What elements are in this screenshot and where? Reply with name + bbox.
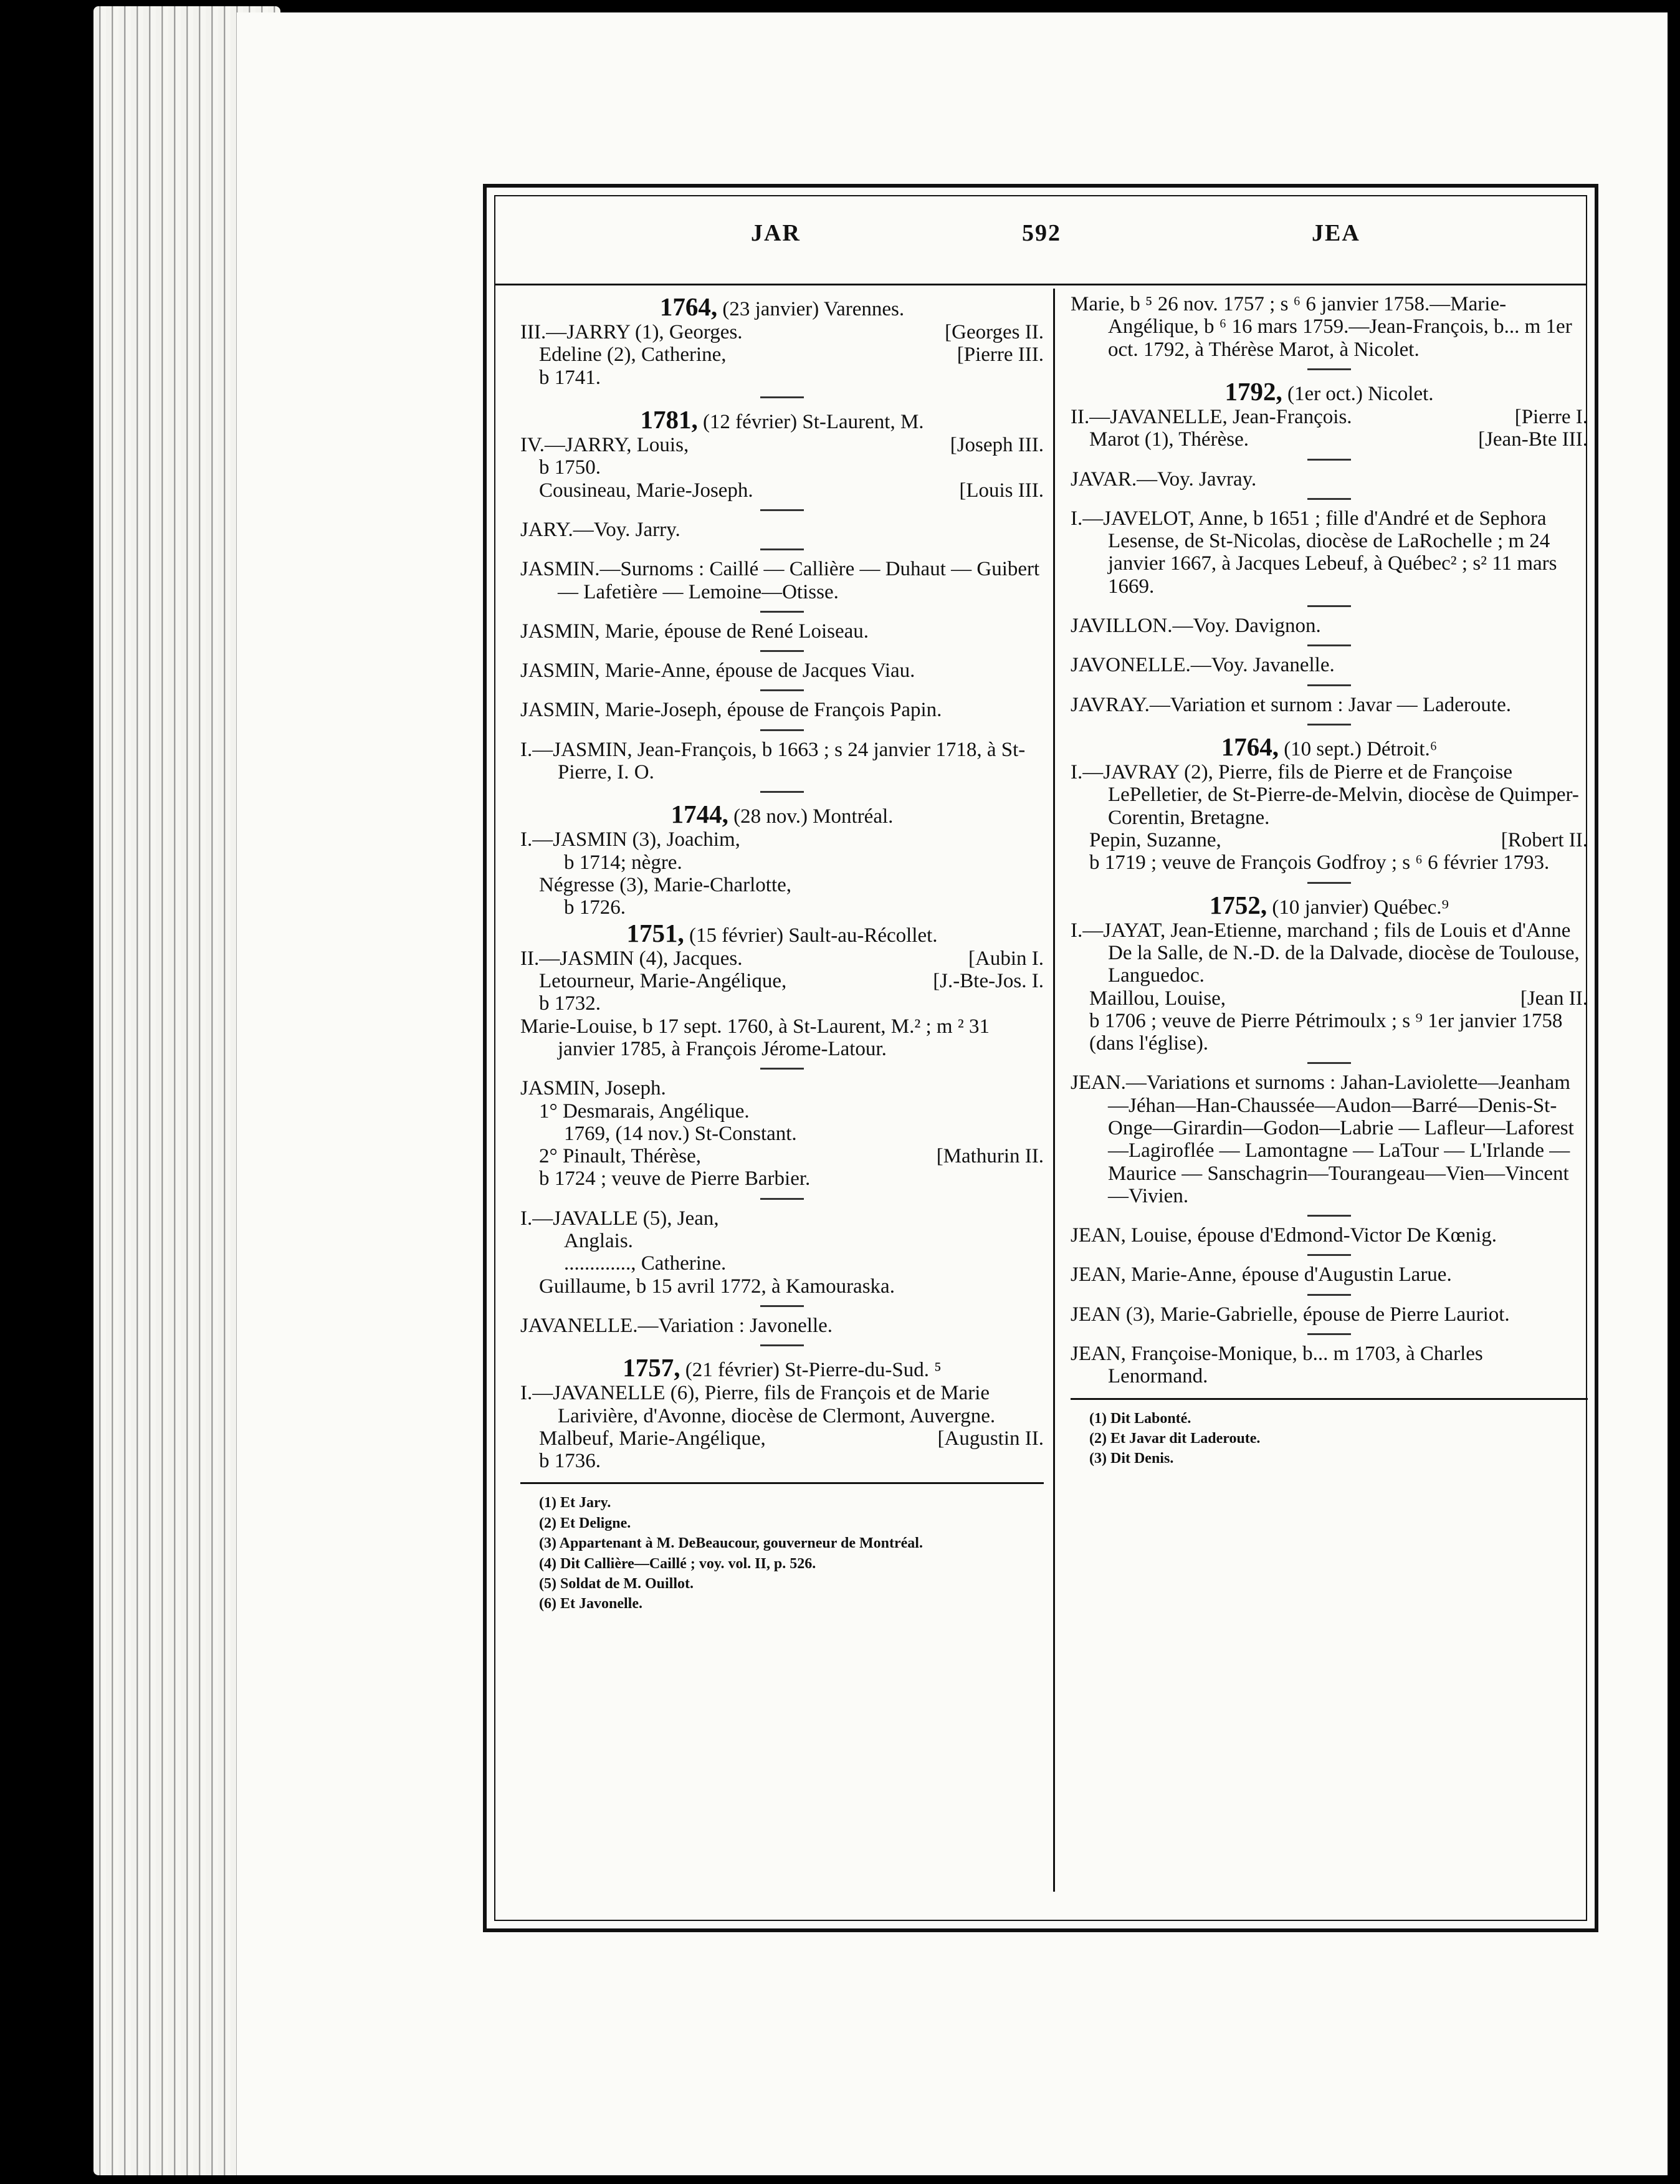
footnotes [520, 1482, 1044, 1614]
entry-line: b 1736. [539, 1450, 601, 1473]
footnote: (3) Dit Denis. [1089, 1450, 1174, 1467]
entry-line: b 1714; nègre. [564, 851, 682, 874]
marriage-place: (21 février) St-Pierre-du-Sud. ⁵ [685, 1359, 942, 1382]
marriage-year: 1744, [671, 800, 728, 829]
entry-separator [1307, 882, 1351, 884]
entry-paragraph: JEAN (3), Marie-Gabrielle, épouse de Pierre Lauriot. [1071, 1303, 1510, 1326]
marriage-place: (23 janvier) Varennes. [722, 298, 905, 320]
entry-line-with-parent [520, 434, 1044, 456]
entry-line: b 1741. [539, 366, 601, 389]
entry-separator [760, 1198, 804, 1200]
entry-line: 1769, (14 nov.) St-Constant. [564, 1122, 797, 1145]
entry-line: JAVILLON.—Voy. Davignon. [1071, 615, 1321, 638]
entry-separator [1307, 1062, 1351, 1064]
entry-line: JAVONELLE.—Voy. Javanelle. [1071, 654, 1335, 677]
entry-paragraph: Marie, b ⁵ 26 nov. 1757 ; s ⁶ 6 janvier 1758.—Marie-Angélique, b ⁶ 16 mars 1759.—Jean-François, b... m 1er oct. 1792, à Thérèse Marot, à Nicolet. [1071, 293, 1572, 361]
entry-separator [1307, 368, 1351, 370]
marriage-date-line [1071, 891, 1588, 919]
right-column [1071, 293, 1588, 1469]
entry-paragraph: I.—JAVELOT, Anne, b 1651 ; fille d'André et de Sephora Lesense, de St-Nicolas, diocèse de LaRochelle ; m 24 janvier 1667, à Jacques Lebeuf, à Québec² ; s² 11 mars 1669. [1071, 507, 1557, 598]
entry-separator [1307, 1333, 1351, 1335]
parent-reference: [Joseph III. [950, 434, 1044, 457]
entry-separator [1307, 498, 1351, 500]
marriage-date-line [520, 919, 1044, 947]
entry-separator [1307, 459, 1351, 461]
entry-text: Marot (1), Thérèse. [1089, 428, 1249, 451]
entry-line: JEAN, Marie-Anne, épouse d'Augustin Larue. [1071, 1263, 1452, 1286]
marriage-place: (28 nov.) Montréal. [733, 805, 894, 828]
footnote: (1) Dit Labonté. [1089, 1410, 1191, 1427]
entry-line: b 1706 ; veuve de Pierre Pétrimoulx ; s ⁹ 1er janvier 1758 (dans l'église). [1089, 1009, 1563, 1055]
entry-separator [760, 729, 804, 731]
marriage-date-line [1071, 733, 1588, 761]
entry-separator [1307, 684, 1351, 686]
entry-line: JAVAR.—Voy. Javray. [1071, 467, 1257, 491]
marriage-year: 1781, [640, 405, 698, 434]
entry-text: III.—JARRY (1), Georges. [520, 321, 743, 344]
marriage-place: (10 sept.) Détroit.⁶ [1284, 737, 1438, 760]
footnote: (3) Appartenant à M. DeBeaucour, gouverneur de Montréal. [539, 1535, 923, 1552]
marriage-place: (1er oct.) Nicolet. [1287, 382, 1434, 405]
entry-line: b 1750. [539, 456, 601, 479]
entry-paragraph: JEAN, Louise, épouse d'Edmond-Victor De Kœnig. [1071, 1224, 1497, 1247]
entry-separator [1307, 605, 1351, 607]
entry-line: I.—JASMIN (3), Joachim, [520, 828, 740, 851]
entry-paragraph: JASMIN, Marie-Joseph, épouse de François Papin. [520, 699, 942, 722]
entry-line-with-parent [1071, 829, 1588, 851]
entry-line: ............., Catherine. [564, 1252, 727, 1275]
parent-reference: [J.-Bte-Jos. I. [933, 970, 1044, 993]
entry-separator [1307, 644, 1351, 646]
footnote: (1) Et Jary. [539, 1495, 611, 1511]
footnote: (5) Soldat de M. Ouillot. [539, 1576, 694, 1593]
entry-line: I.—JAVALLE (5), Jean, [520, 1207, 719, 1230]
entry-text: Letourneur, Marie-Angélique, [539, 970, 787, 993]
entry-line-with-parent [520, 970, 1044, 992]
running-head-right: JEA [1312, 220, 1360, 246]
entry-line-with-parent [520, 343, 1044, 366]
entry-line-with-parent [1071, 406, 1588, 428]
parent-reference: [Pierre I. [1514, 405, 1588, 428]
entry-separator [760, 1068, 804, 1070]
entry-line: Guillaume, b 15 avril 1772, à Kamouraska. [539, 1275, 895, 1298]
footnotes [1071, 1398, 1588, 1469]
parent-reference: [Jean II. [1520, 987, 1588, 1010]
marriage-date-line [520, 1354, 1044, 1382]
entry-separator [760, 1305, 804, 1307]
marriage-place: (10 janvier) Québec.⁹ [1272, 896, 1449, 919]
entry-separator [760, 396, 804, 398]
entry-text: 2° Pinault, Thérèse, [539, 1145, 702, 1168]
entry-separator [1307, 1254, 1351, 1256]
entry-paragraph: Marie-Louise, b 17 sept. 1760, à St-Laurent, M.² ; m ² 31 janvier 1785, à François Jérome-Latour. [520, 1015, 990, 1060]
marriage-year: 1764, [1221, 732, 1279, 761]
column-divider [1053, 289, 1055, 1892]
entry-text: Maillou, Louise, [1089, 987, 1226, 1010]
entry-line: b 1732. [539, 992, 601, 1015]
entry-separator [760, 611, 804, 613]
parent-reference: [Jean-Bte III. [1478, 428, 1588, 451]
entry-text: Cousineau, Marie-Joseph. [539, 479, 753, 502]
entry-line-with-parent [520, 1145, 1044, 1167]
entry-line: Anglais. [564, 1229, 633, 1252]
entry-line-with-parent [520, 947, 1044, 970]
entry-line: JASMIN, Marie-Anne, épouse de Jacques Viau. [520, 659, 915, 682]
entry-separator [1307, 724, 1351, 726]
entry-line: JASMIN, Joseph. [520, 1077, 666, 1100]
entry-paragraph: I.—JAVANELLE (6), Pierre, fils de François et de Marie Larivière, d'Avonne, diocèse de Clermont, Auvergne. [520, 1382, 996, 1427]
entry-separator [760, 791, 804, 793]
entry-line: JARY.—Voy. Jarry. [520, 518, 680, 541]
entry-paragraph: I.—JASMIN, Jean-François, b 1663 ; s 24 janvier 1718, à St-Pierre, I. O. [520, 738, 1026, 784]
marriage-year: 1757, [623, 1353, 680, 1382]
entry-text: Edeline (2), Catherine, [539, 343, 727, 366]
entry-paragraph: JEAN, Françoise-Monique, b... m 1703, à Charles Lenormand. [1071, 1343, 1483, 1388]
entry-line: 1° Desmarais, Angélique. [539, 1099, 750, 1123]
parent-reference: [Louis III. [959, 479, 1044, 502]
footnote: (6) Et Javonelle. [539, 1596, 642, 1612]
marriage-place: (12 février) St-Laurent, M. [702, 410, 924, 433]
entry-paragraph: I.—JAYAT, Jean-Etienne, marchand ; fils de Louis et d'Anne De la Salle, de N.-D. de la Dalvade, diocèse de Toulouse, Languedoc. [1071, 919, 1580, 987]
header-rule [495, 284, 1586, 285]
entry-separator [760, 689, 804, 691]
entry-separator [760, 1344, 804, 1346]
entry-paragraph: JAVRAY.—Variation et surnom : Javar — Laderoute. [1071, 693, 1511, 716]
marriage-date-line [520, 293, 1044, 321]
page-number: 592 [1022, 220, 1061, 246]
entry-text: Malbeuf, Marie-Angélique, [539, 1427, 766, 1450]
marriage-year: 1764, [659, 292, 718, 321]
marriage-date-line [520, 406, 1044, 434]
entry-line-with-parent [520, 1427, 1044, 1450]
entry-line: JAVANELLE.—Variation : Javonelle. [520, 1314, 833, 1337]
marriage-date-line [1071, 378, 1588, 406]
entry-separator [1307, 1294, 1351, 1296]
entry-separator [760, 650, 804, 652]
running-head-left: JAR [751, 220, 801, 246]
parent-reference: [Mathurin II. [936, 1145, 1044, 1168]
parent-reference: [Robert II. [1501, 828, 1588, 851]
entry-separator [1307, 1215, 1351, 1217]
entry-line-with-parent [520, 321, 1044, 343]
entry-text: II.—JASMIN (4), Jacques. [520, 947, 743, 970]
entry-line-with-parent [1071, 987, 1588, 1010]
entry-line-with-parent [1071, 428, 1588, 451]
entry-separator [760, 509, 804, 511]
entry-paragraph: JASMIN.—Surnoms : Caillé — Callière — Duhaut — Guibert — Lafetière — Lemoine—Otisse. [520, 558, 1040, 603]
entry-line: Négresse (3), Marie-Charlotte, [539, 874, 792, 897]
parent-reference: [Pierre III. [957, 343, 1044, 366]
left-column [520, 293, 1044, 1614]
marriage-place: (15 février) Sault-au-Récollet. [689, 924, 938, 947]
footnote: (4) Dit Callière—Caillé ; voy. vol. II, p. 526. [539, 1555, 816, 1572]
entry-line: b 1726. [564, 896, 626, 919]
entry-text: IV.—JARRY, Louis, [520, 434, 689, 457]
entry-separator [760, 548, 804, 550]
marriage-date-line [520, 800, 1044, 828]
marriage-year: 1792, [1224, 376, 1282, 406]
entry-text: Pepin, Suzanne, [1089, 828, 1221, 851]
marriage-year: 1752, [1209, 890, 1267, 919]
entry-line-with-parent [520, 479, 1044, 502]
parent-reference: [Georges II. [945, 321, 1044, 344]
footnote: (2) Et Javar dit Laderoute. [1089, 1430, 1261, 1447]
entry-text: II.—JAVANELLE, Jean-François. [1071, 405, 1352, 428]
entry-line: JASMIN, Marie, épouse de René Loiseau. [520, 620, 869, 643]
footnote: (2) Et Deligne. [539, 1515, 631, 1531]
entry-line: b 1719 ; veuve de François Godfroy ; s ⁶ 6 février 1793. [1089, 851, 1550, 874]
marriage-year: 1751, [626, 918, 684, 947]
parent-reference: [Aubin I. [968, 947, 1044, 970]
entry-line: b 1724 ; veuve de Pierre Barbier. [539, 1167, 811, 1190]
entry-paragraph: I.—JAVRAY (2), Pierre, fils de Pierre et de Françoise LePelletier, de St-Pierre-de-Melvin, diocèse de Quimper-Corentin, Bretagne. [1071, 761, 1579, 829]
parent-reference: [Augustin II. [937, 1427, 1044, 1450]
entry-paragraph: JEAN.—Variations et surnoms : Jahan-Laviolette—Jeanham—Jéhan—Han-Chaussée—Audon—Barré—Denis-St-Onge—Girardin—Godon—Labrie — Lafleur—Laforest—Lagiroflée — Lamontagne — LaTour — L'Irlande — Maurice — Sanschagrin—Tourangeau—Vien—Vincent—Vivien. [1071, 1071, 1574, 1207]
